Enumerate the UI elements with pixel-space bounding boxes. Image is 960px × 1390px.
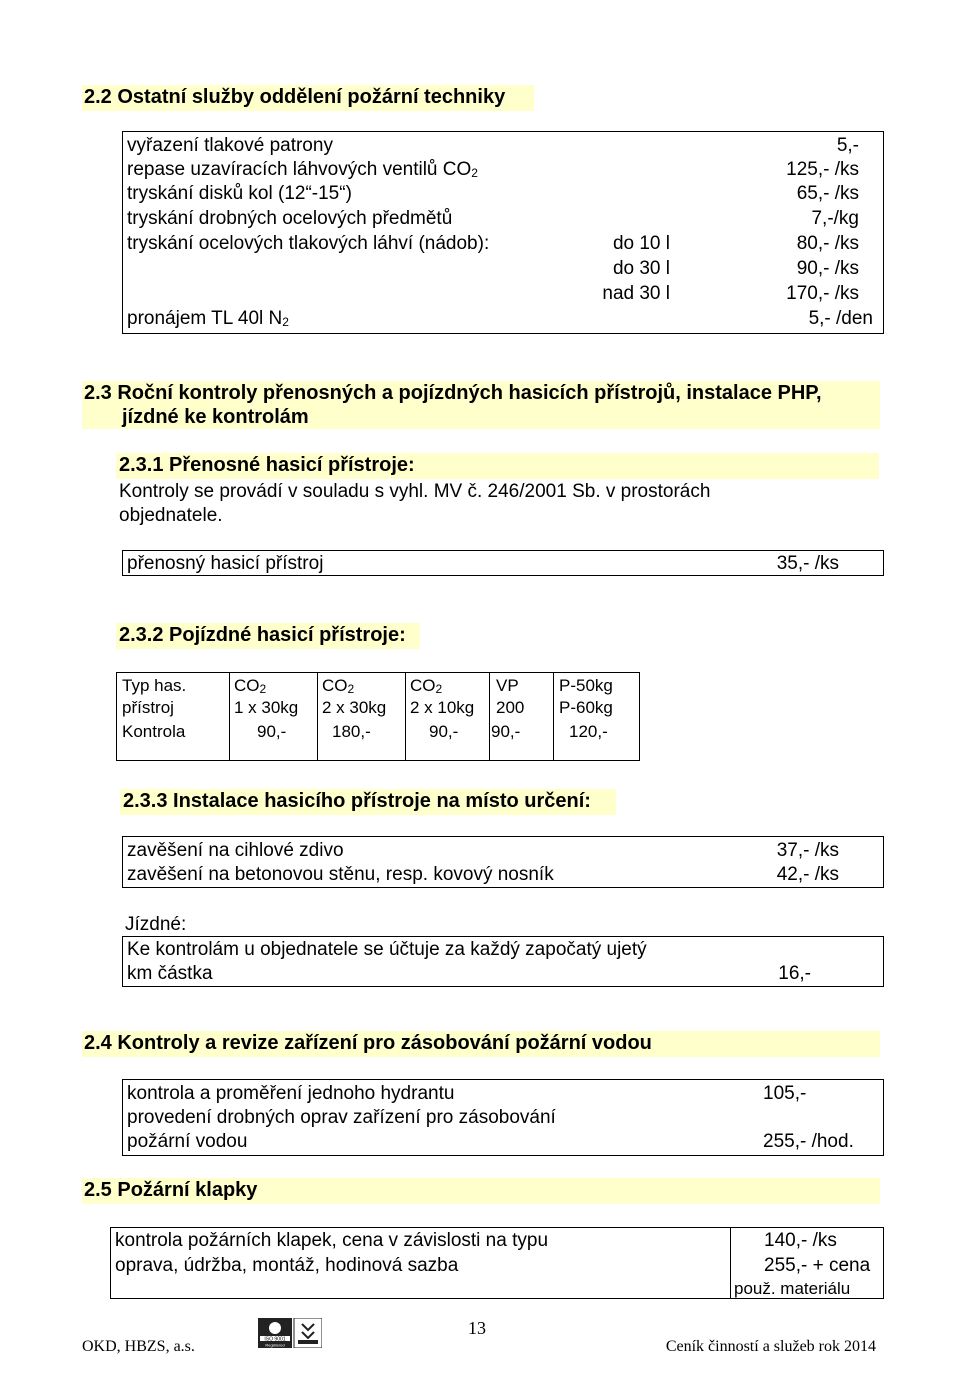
- column-header: P-50kg P-60kg: [559, 676, 613, 717]
- column-header: Typ has. přístroj: [122, 676, 187, 717]
- services-table: [122, 131, 884, 334]
- section-2-3-1-title: 2.3.1 Přenosné hasicí přístroje:: [119, 454, 415, 476]
- service-label: tryskání ocelových tlakových láhví (nádob):: [127, 233, 490, 254]
- item-price: 140,- /ks: [764, 1230, 837, 1251]
- mobile-extinguisher-table: [116, 672, 640, 761]
- portable-extinguisher-row: [122, 550, 884, 576]
- service-size: do 10 l: [612, 233, 670, 254]
- table-cell: 90,-: [429, 722, 459, 741]
- service-price: 125,- /ks: [786, 159, 859, 180]
- item-label: přenosný hasicí přístroj: [127, 553, 324, 574]
- service-label: repase uzavíracích láhvových ventilů $CO_2$: [127, 159, 478, 180]
- service-price: 65,- /ks: [796, 183, 859, 204]
- column-header: $CO_2$ 2 x 30kg: [322, 676, 387, 717]
- service-label: vyřazení tlakové patrony: [127, 135, 333, 156]
- service-price: 7,-/kg: [811, 208, 859, 229]
- section-2-3-2-title: 2.3.2 Pojízdné hasicí přístroje:: [119, 624, 406, 646]
- item-label: kontrola požárních klapek, cena v závislosti na typu: [115, 1230, 549, 1251]
- service-price: 5,- /den: [808, 308, 873, 329]
- service-price: 170,- /ks: [786, 283, 859, 304]
- travel-text: Ke kontrolám u objednatele se účtuje za každý započatý ujetý: [127, 939, 647, 960]
- section-2-5-title: 2.5 Požární klapky: [84, 1179, 258, 1201]
- page-number: 13: [468, 1318, 486, 1338]
- item-label: zavěšení na betonovou stěnu, resp. kovový nosník: [127, 864, 554, 885]
- travel-table: [122, 936, 884, 987]
- travel-title: Jízdné:: [125, 914, 187, 935]
- item-price: 37,- /ks: [776, 840, 839, 861]
- logo-text: Registered: [265, 1342, 285, 1348]
- hydrant-table: [122, 1079, 884, 1156]
- table-cell: 90,-: [491, 722, 521, 741]
- column-header: VP 200: [496, 676, 525, 717]
- section-2-2-title: 2.2 Ostatní služby oddělení požární techniky: [84, 86, 506, 108]
- service-price: 90,- /ks: [796, 258, 859, 279]
- item-label: kontrola a proměření jednoho hydrantu: [127, 1083, 455, 1104]
- item-price: 42,- /ks: [776, 864, 839, 885]
- travel-price: 16,-: [778, 963, 811, 984]
- service-label: tryskání drobných ocelových předmětů: [127, 208, 453, 229]
- certification-logo: [258, 1318, 322, 1348]
- item-price: 35,- /ks: [776, 553, 839, 574]
- travel-text: km částka: [127, 963, 213, 984]
- table-cell: 120,-: [569, 722, 608, 741]
- column-header: $CO_2$ 1 x 30kg: [234, 676, 299, 717]
- table-cell: 180,-: [332, 722, 371, 741]
- table-cell: Kontrola: [122, 722, 186, 741]
- dampers-table: [110, 1227, 884, 1299]
- service-price: 5,-: [836, 135, 859, 156]
- item-label: zavěšení na cihlové zdivo: [127, 840, 344, 861]
- section-2-3-title: 2.3 Roční kontroly přenosných a pojízdných hasicích přístrojů, instalace PHP, jízdné ke kontrolám: [84, 382, 822, 428]
- footer-company: OKD, HBZS, a.s.: [82, 1338, 195, 1355]
- item-price-note: použ. materiálu: [734, 1279, 851, 1298]
- table-cell: 90,-: [257, 722, 287, 741]
- section-2-3-3-title: 2.3.3 Instalace hasicího přístroje na místo určení:: [123, 790, 591, 812]
- service-label: tryskání disků kol (12“-15“): [127, 183, 352, 204]
- item-price: 255,- /hod.: [763, 1131, 854, 1152]
- service-price: 80,- /ks: [796, 233, 859, 254]
- item-price: 255,- + cena: [764, 1255, 871, 1276]
- item-price: 105,-: [763, 1083, 807, 1104]
- item-label: požární vodou: [127, 1131, 248, 1152]
- section-2-3-1-text: Kontroly se provádí v souladu s vyhl. MV č. 246/2001 Sb. v prostorách: [119, 481, 711, 502]
- footer-title: Ceník činností a služeb rok 2014: [665, 1338, 876, 1355]
- service-label: pronájem TL 40l $N_2$: [127, 308, 289, 329]
- item-label: provedení drobných oprav zařízení pro zásobování: [127, 1107, 556, 1128]
- logo-text: ISO 9001: [264, 1336, 286, 1343]
- item-label: oprava, údržba, montáž, hodinová sazba: [115, 1255, 459, 1276]
- service-size: do 30 l: [612, 258, 670, 279]
- service-size: nad 30 l: [602, 283, 670, 304]
- installation-table: [122, 836, 884, 888]
- column-header: $CO_2$ 2 x 10kg: [410, 676, 475, 717]
- section-2-4-title: 2.4 Kontroly a revize zařízení pro zásobování požární vodou: [84, 1032, 652, 1054]
- section-2-3-1-text: objednatele.: [119, 505, 223, 526]
